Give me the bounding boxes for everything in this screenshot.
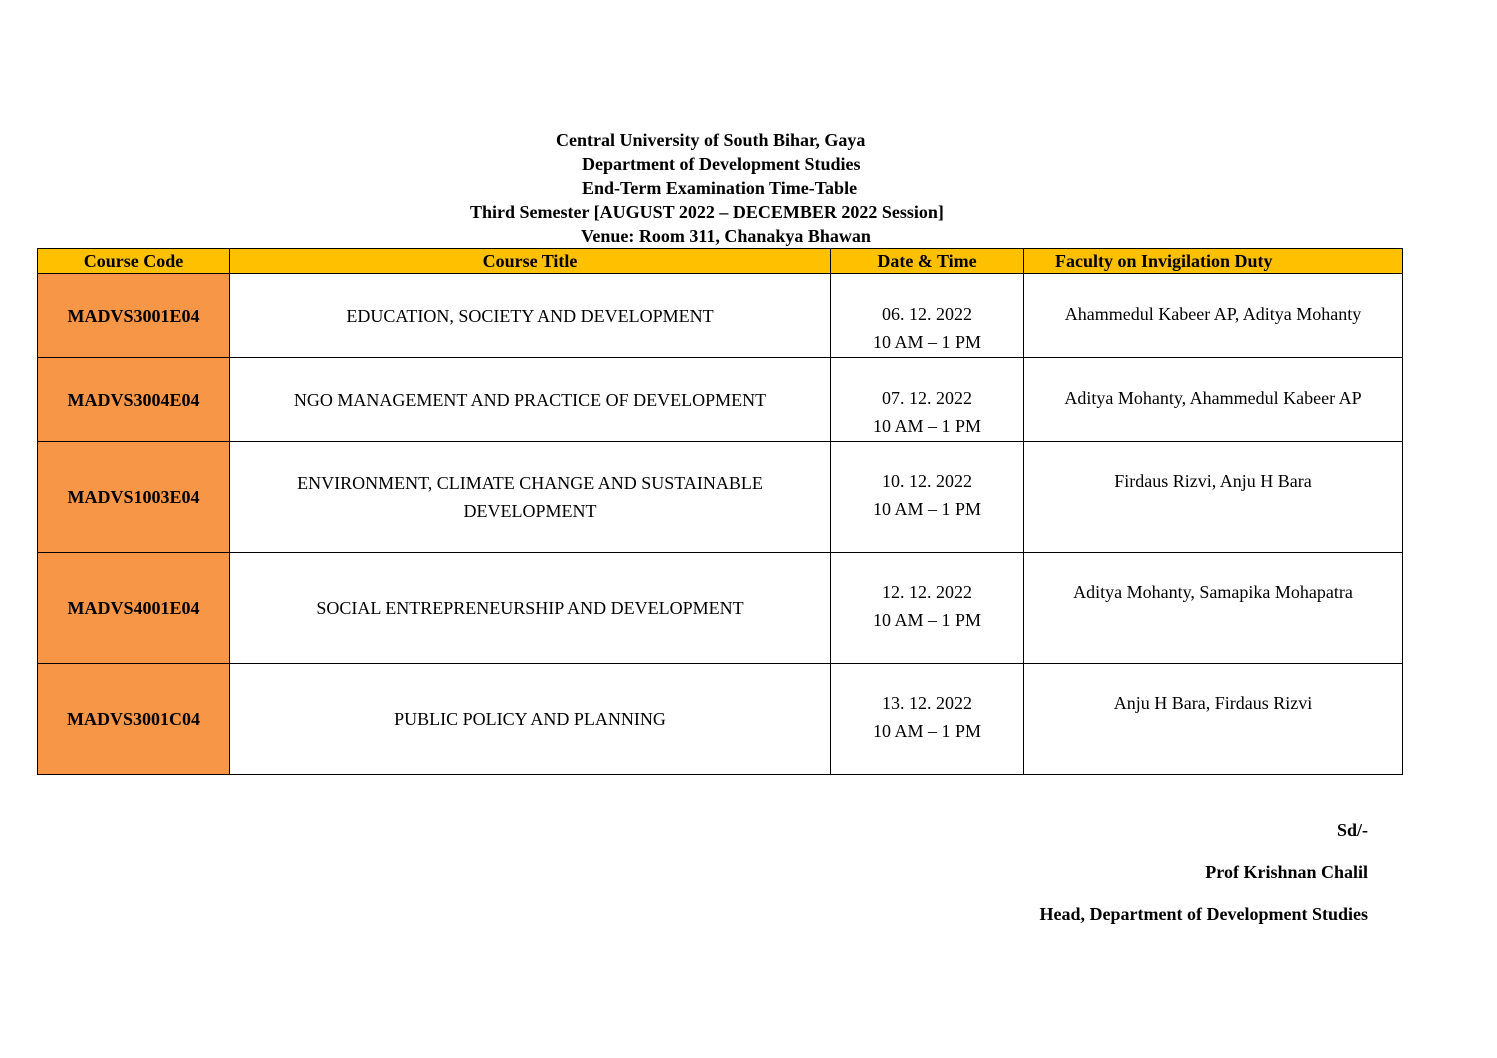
faculty-names: Aditya Mohanty, Samapika Mohapatra [1073, 582, 1353, 602]
date-time-cell [831, 553, 1024, 664]
table-row [38, 274, 1403, 358]
date-time-cell [831, 274, 1024, 358]
course-title-cell: NGO MANAGEMENT AND PRACTICE OF DEVELOPMENT [230, 358, 831, 442]
course-title-cell: ENVIRONMENT, CLIMATE CHANGE AND SUSTAINABLE DEVELOPMENT [230, 442, 831, 553]
table-header-row [38, 249, 1403, 274]
date-time-cell [831, 358, 1024, 442]
document-title: End-Term Examination Time-Table [582, 178, 858, 198]
course-code-cell: MADVS1003E04 [38, 442, 230, 553]
table-row [38, 553, 1403, 664]
date-time-cell [831, 664, 1024, 775]
exam-time: 10 AM – 1 PM [872, 332, 982, 352]
faculty-cell [1024, 442, 1403, 553]
column-header-course-code: Course Code [38, 249, 230, 274]
course-title-cell: EDUCATION, SOCIETY AND DEVELOPMENT [230, 274, 831, 358]
exam-time: 10 AM – 1 PM [872, 416, 982, 436]
exam-time: 10 AM – 1 PM [872, 499, 982, 519]
course-code-cell: MADVS3001E04 [38, 274, 230, 358]
course-code-cell: MADVS4001E04 [38, 553, 230, 664]
signatory-designation: Head, Department of Development Studies [1039, 904, 1368, 924]
session-line: Third Semester [AUGUST 2022 – DECEMBER 2022 Session] [470, 202, 944, 222]
signatory-name: Prof Krishnan Chalil [1205, 862, 1368, 882]
university-name: Central University of South Bihar, Gaya [556, 130, 866, 150]
department-name: Department of Development Studies [582, 154, 861, 174]
exam-date: 12. 12. 2022 [882, 582, 972, 602]
course-title-cell: PUBLIC POLICY AND PLANNING [230, 664, 831, 775]
exam-date: 13. 12. 2022 [882, 693, 972, 713]
venue-line: Venue: Room 311, Chanakya Bhawan [581, 226, 871, 246]
signature-sd: Sd/- [1336, 820, 1368, 840]
column-header-faculty: Faculty on Invigilation Duty [1024, 249, 1403, 274]
table-row [38, 664, 1403, 775]
faculty-cell [1024, 358, 1403, 442]
exam-date: 10. 12. 2022 [882, 471, 972, 491]
column-header-course-title: Course Title [230, 249, 831, 274]
table-row [38, 442, 1403, 553]
faculty-cell [1024, 553, 1403, 664]
course-title-cell: SOCIAL ENTREPRENEURSHIP AND DEVELOPMENT [230, 553, 831, 664]
table-row [38, 358, 1403, 442]
faculty-names: Ahammedul Kabeer AP, Aditya Mohanty [1064, 304, 1362, 324]
faculty-names: Anju H Bara, Firdaus Rizvi [1113, 693, 1313, 713]
exam-date: 07. 12. 2022 [882, 388, 972, 408]
exam-time: 10 AM – 1 PM [872, 721, 982, 741]
timetable [37, 248, 1403, 775]
faculty-cell [1024, 664, 1403, 775]
column-header-date-time: Date & Time [831, 249, 1024, 274]
exam-date: 06. 12. 2022 [882, 304, 972, 324]
course-code-cell: MADVS3001C04 [38, 664, 230, 775]
date-time-cell [831, 442, 1024, 553]
faculty-cell [1024, 274, 1403, 358]
faculty-names: Firdaus Rizvi, Anju H Bara [1114, 471, 1312, 491]
faculty-names: Aditya Mohanty, Ahammedul Kabeer AP [1064, 388, 1362, 408]
course-code-cell: MADVS3004E04 [38, 358, 230, 442]
exam-time: 10 AM – 1 PM [872, 610, 982, 630]
